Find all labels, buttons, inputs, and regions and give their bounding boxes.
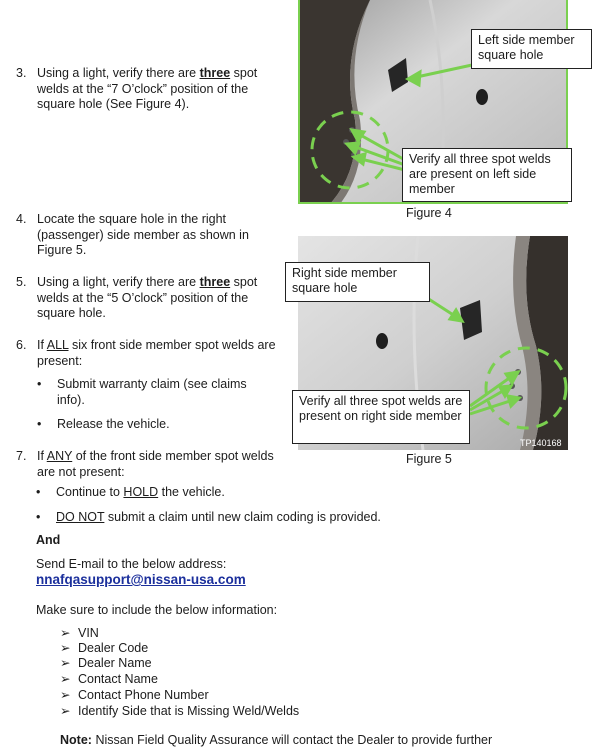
step-text: If ALL six front side member spot welds are present: <box>37 338 276 368</box>
list-item: ➢ Dealer Name <box>60 656 152 670</box>
bullet-dot: • <box>36 510 41 524</box>
list-item: ➢ VIN <box>60 626 99 640</box>
figure-4-callout-bottom: Verify all three spot welds are present on left side member <box>402 148 572 202</box>
step-text: If ANY of the front side member spot welds are not present: <box>37 449 274 479</box>
bullet-dot: • <box>36 485 41 499</box>
note-label: Note: <box>60 733 92 747</box>
arrow-bullet-icon: ➢ <box>60 704 71 718</box>
note-text: Nissan Field Quality Assurance will contact the Dealer to provide further <box>95 733 493 747</box>
step-number: 4. <box>16 212 27 226</box>
email-intro: Send E-mail to the below address: <box>36 557 227 571</box>
photo-id-label: TP140168 <box>520 438 562 448</box>
step-number: 3. <box>16 66 27 80</box>
bullet-dot: • <box>37 377 42 391</box>
step-number: 6. <box>16 338 27 352</box>
arrow-bullet-icon: ➢ <box>60 656 71 670</box>
figure-5-callout-bottom: Verify all three spot welds are present on right side member <box>292 390 470 444</box>
figure-4-callout-top: Left side member square hole <box>471 29 592 69</box>
arrow-bullet-icon: ➢ <box>60 672 71 686</box>
list-item: ➢ Dealer Code <box>60 641 149 655</box>
bullet-dot: • <box>37 417 42 431</box>
step-number: 7. <box>16 449 27 463</box>
list-item: ➢ Contact Name <box>60 672 158 686</box>
arrow-bullet-icon: ➢ <box>60 626 71 640</box>
arrow-bullet-icon: ➢ <box>60 688 71 702</box>
step-text: Locate the square hole in the right (passenger) side member as shown in Figure 5. <box>37 212 249 257</box>
email-link[interactable]: nnafqasupport@nissan-usa.com <box>36 572 246 587</box>
figure-5-callout-top: Right side member square hole <box>285 262 430 302</box>
include-intro: Make sure to include the below information: <box>36 603 278 617</box>
list-item: ➢ Contact Phone Number <box>60 688 209 702</box>
list-item: ➢ Identify Side that is Missing Weld/Welds <box>60 704 300 718</box>
step-number: 5. <box>16 275 27 289</box>
step-text: Using a light, verify there are three spot welds at the “7 O’clock” position of the square hole (See Figure 4). <box>37 66 258 111</box>
figure-4-caption: Figure 4 <box>406 206 452 220</box>
arrow-bullet-icon: ➢ <box>60 641 71 655</box>
and-label: And <box>36 533 61 547</box>
figure-5-caption: Figure 5 <box>406 452 452 466</box>
step-text: Using a light, verify there are three spot welds at the “5 O’clock” position of the square hole. <box>37 275 258 320</box>
